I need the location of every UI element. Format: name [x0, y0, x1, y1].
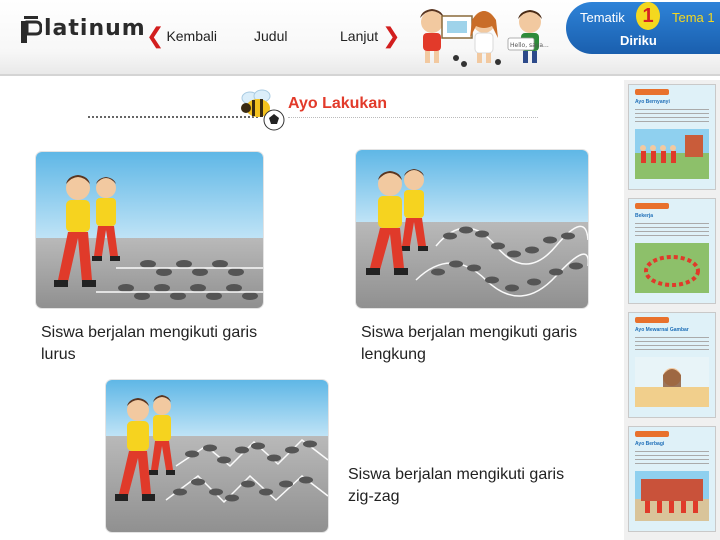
tema-badge	[566, 2, 720, 68]
thumbnail-text-lines	[635, 337, 709, 353]
dotted-divider	[88, 116, 258, 118]
thumbnail-picture	[635, 471, 709, 521]
logo-text: latinum	[44, 16, 146, 41]
thumbnail-title: Ayo Berbagi	[635, 441, 665, 447]
platinum-logo	[20, 16, 146, 44]
kids-illustration	[412, 2, 552, 72]
page-thumbnail-1[interactable]	[628, 84, 716, 190]
back-label: Kembali	[166, 28, 218, 44]
thumbnail-text-lines	[635, 223, 709, 239]
thumbnail-tag	[635, 203, 669, 209]
illustration-straight-path	[36, 152, 263, 308]
thumbnail-text-lines	[635, 451, 709, 467]
dotted-divider-light	[288, 117, 538, 118]
bee-ball-icon	[240, 88, 286, 132]
back-button[interactable]	[146, 25, 217, 47]
illustration-curve-path	[356, 150, 588, 308]
page-thumbnail-3[interactable]	[628, 312, 716, 418]
thumbnail-title: Ayo Bernyanyi	[635, 99, 670, 105]
logo-p-icon	[20, 16, 42, 44]
section-header	[88, 88, 538, 134]
kids-sign-text: Hello, saya...	[510, 42, 549, 49]
thumbnail-title: Bekerja	[635, 213, 654, 219]
page-thumbnail-4[interactable]	[628, 426, 716, 532]
chevron-left-icon: ❮	[146, 23, 165, 48]
page-thumbnail-2[interactable]	[628, 198, 716, 304]
next-button[interactable]	[340, 25, 401, 47]
badge-number: 1	[636, 2, 660, 30]
title-button[interactable]	[254, 25, 287, 47]
top-bar	[0, 0, 720, 76]
caption-straight: Siswa berjalan mengikuti garis lurus	[41, 324, 258, 363]
thumbnail-tag	[635, 89, 669, 95]
badge-subtitle: Diriku	[620, 33, 657, 48]
chevron-right-icon: ❯	[382, 23, 401, 48]
caption-curve: Siswa berjalan mengikuti garis lengkung	[361, 324, 578, 363]
badge-tema: Tema 1	[672, 10, 715, 25]
thumbnail-title: Ayo Mewarnai Gambar	[635, 327, 689, 333]
page-thumbnail-strip	[624, 80, 720, 540]
badge-tematik: Tematik	[580, 10, 625, 25]
title-label: Judul	[254, 28, 288, 44]
next-label: Lanjut	[340, 28, 379, 44]
thumbnail-picture	[635, 129, 709, 179]
caption-zigzag: Siswa berjalan mengikuti garis zig-zag	[348, 466, 565, 505]
thumbnail-picture	[635, 243, 709, 293]
thumbnail-tag	[635, 431, 669, 437]
illustration-zigzag-path	[106, 380, 328, 532]
thumbnail-tag	[635, 317, 669, 323]
thumbnail-picture	[635, 357, 709, 407]
section-title: Ayo Lakukan	[288, 95, 387, 112]
thumbnail-text-lines	[635, 109, 709, 125]
